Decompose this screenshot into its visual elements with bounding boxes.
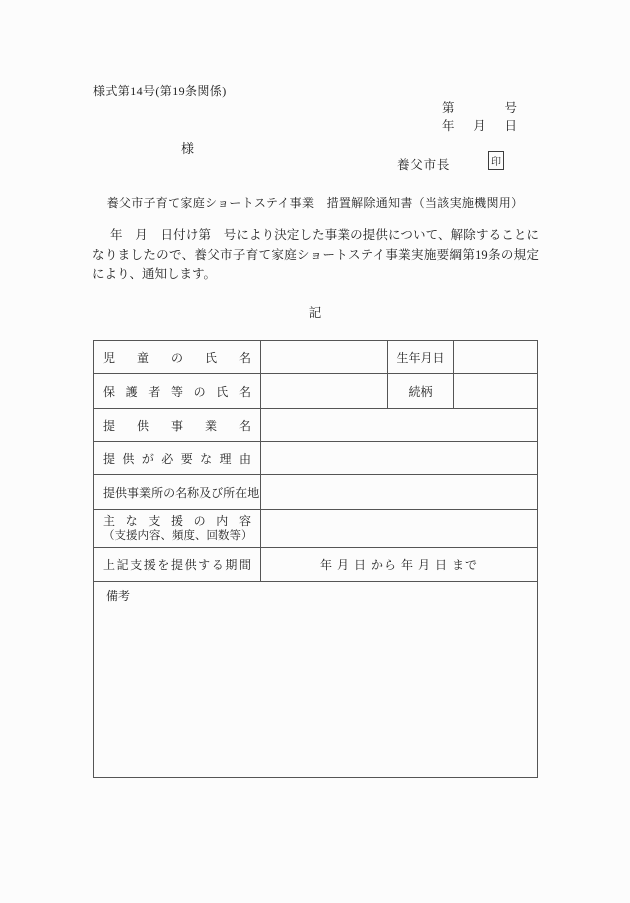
label-provider: [94, 475, 261, 510]
field-birthdate: [454, 341, 538, 374]
doc-number-prefix: 第: [442, 101, 455, 115]
record-marker: 記: [308, 306, 322, 320]
label-guardian-name: [94, 374, 261, 409]
seal-character: 印: [491, 157, 501, 168]
body-paragraph: 年 月 日付け第 号により決定した事業の提供について、解除することになりましたので、養父市子育て家庭ショートステイ事業実施要綱第19条の規定により、通知します。: [92, 228, 539, 281]
label-provider-text: 提 供 事 業 所 の 名 称 及 び 所 在 地: [103, 485, 260, 500]
date-year-label: 年: [442, 119, 455, 133]
doc-number-suffix: 号: [504, 101, 517, 115]
label-reason-text: 提 供 が 必 要 な 理 由: [103, 451, 251, 466]
field-support-content: [261, 510, 538, 548]
doc-number-line: [442, 98, 517, 116]
label-child-name: [94, 341, 261, 374]
date-line: [442, 116, 517, 134]
label-birthdate: 生年月日: [388, 341, 454, 374]
document-title: 養父市子育て家庭ショートステイ事業 措置解除通知書（当該実施機関用）: [106, 196, 524, 210]
seal-mark: [488, 151, 504, 170]
form-table: [93, 340, 538, 778]
table-row: [94, 548, 538, 582]
field-period: 年 月 日 から 年 月 日 まで: [261, 548, 538, 582]
label-child-name-text: 児 童 の 氏 名: [103, 350, 251, 365]
field-child-name: [261, 341, 388, 374]
field-service-name: [261, 409, 538, 442]
label-period: [94, 548, 261, 582]
issuer-name: 養父市長: [397, 158, 451, 172]
table-row: [94, 582, 538, 778]
table-row: [94, 374, 538, 409]
addressee-honorific: 様: [181, 141, 195, 156]
date-day-label: 日: [504, 119, 517, 133]
label-service-name-text: 提 供 事 業 名: [103, 418, 251, 433]
field-guardian-name: [261, 374, 388, 409]
form-number: 様式第14号(第19条関係): [93, 84, 227, 98]
table-row: [94, 409, 538, 442]
field-provider: [261, 475, 538, 510]
table-row: [94, 475, 538, 510]
label-support-content: [94, 510, 261, 548]
label-guardian-name-text: 保 護 者 等 の 氏 名: [103, 384, 251, 399]
label-support-content-line1: 主 な 支 援 の 内 容: [103, 513, 251, 528]
table-row: [94, 510, 538, 548]
label-reason: [94, 442, 261, 475]
remarks-cell: [94, 582, 538, 778]
remarks-label: 備考: [106, 589, 131, 603]
table-row: [94, 341, 538, 374]
date-month-label: 月: [473, 119, 486, 133]
field-relationship: [454, 374, 538, 409]
label-relationship: 続柄: [388, 374, 454, 409]
table-row: [94, 442, 538, 475]
label-support-content-line2: （支援内容、頻度、回数等）: [103, 529, 253, 542]
field-reason: [261, 442, 538, 475]
label-service-name: [94, 409, 261, 442]
label-period-text: 上 記 支 援 を 提 供 す る 期 間: [103, 558, 251, 572]
